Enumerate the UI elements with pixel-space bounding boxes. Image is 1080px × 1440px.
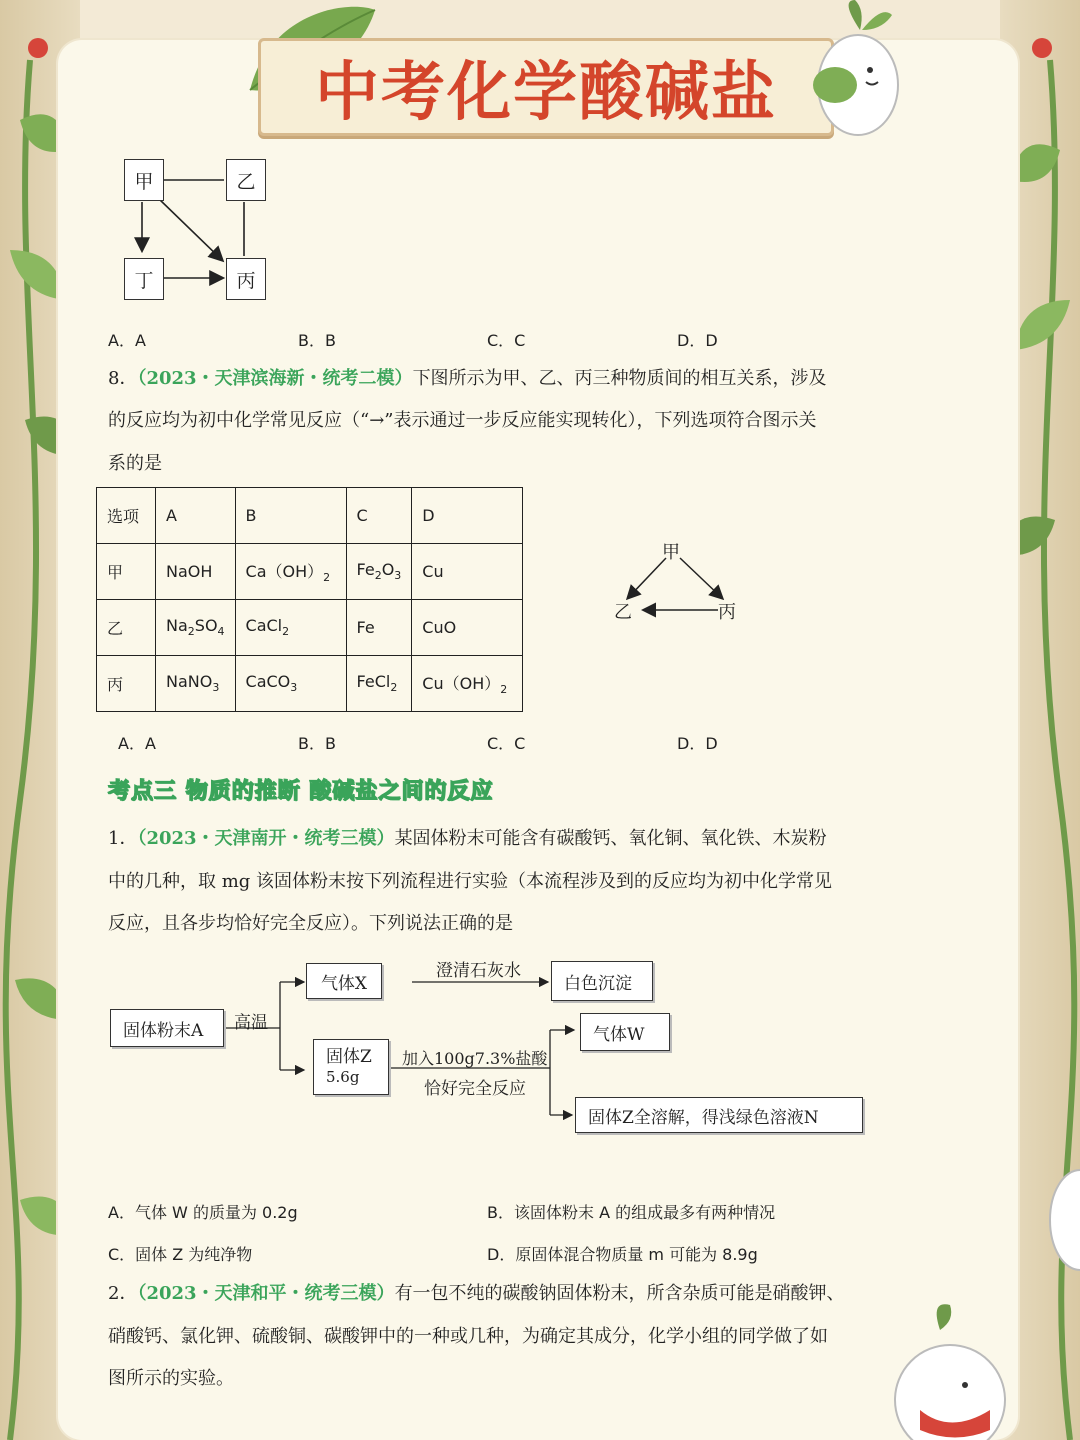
table-cell: $Ca(OH)_2$ bbox=[235, 544, 346, 600]
q2-line2: 硝酸钙、氯化钾、硫酸铜、碳酸钾中的一种或几种，为确定其成分，化学小组的同学做了如 bbox=[108, 1326, 828, 1347]
q7-option-d: D．D bbox=[677, 331, 718, 350]
q8-option-b: B．B bbox=[298, 734, 336, 753]
q8-number: 8． bbox=[108, 368, 138, 389]
table-header-cell: C bbox=[346, 488, 412, 544]
flow-gas-w-box: 气体W bbox=[580, 1013, 670, 1051]
solid-z-mass: 5.6g bbox=[326, 1068, 360, 1086]
flow-white-precipitate-box: 白色沉淀 bbox=[551, 961, 653, 1001]
flow-condition-complete: 恰好完全反应 bbox=[424, 1079, 526, 1099]
q2-source: （2023・天津和平・统考三模） bbox=[137, 1283, 395, 1304]
flow-gas-x-box: 气体X bbox=[306, 963, 382, 999]
q1-line3: 反应，且各步均恰好完全反应）。下列说法正确的是 bbox=[108, 913, 513, 934]
table-cell: NaNO$_3$ bbox=[156, 656, 236, 712]
table-cell: $Fe_2O_3$ bbox=[346, 544, 412, 600]
q2-line3: 图所示的实验。 bbox=[108, 1368, 234, 1389]
table-cell: FeCl$_2$ bbox=[346, 656, 412, 712]
q1-text1: 某固体粉末可能含有碳酸钙、氧化铜、氧化铁、木炭粉 bbox=[394, 828, 827, 849]
table-cell: $Cu(OH)_2$ bbox=[412, 656, 523, 712]
flow-start-box: 固体粉末A bbox=[110, 1009, 224, 1047]
q8-text1: 下图所示为甲、乙、丙三种物质间的相互关系，涉及 bbox=[412, 368, 827, 389]
table-cell: Cu bbox=[412, 544, 523, 600]
q1-line2: 中的几种，取 mg 该固体粉末按下列流程进行实验（本流程涉及到的反应均为初中化学常见 bbox=[108, 871, 833, 892]
table-row bbox=[97, 600, 523, 656]
bottom-mascot-icon bbox=[860, 1300, 1040, 1440]
q2-text1: 有一包不纯的碳酸钠固体粉末，所含杂质可能是硝酸钾、 bbox=[394, 1283, 845, 1304]
table-header-cell: A bbox=[156, 488, 236, 544]
q8-line3: 系的是 bbox=[108, 453, 162, 474]
table-row bbox=[97, 656, 523, 712]
q1-option-b: B．该固体粉末 A 的组成最多有两种情况 bbox=[487, 1203, 776, 1222]
box-bing: 丙 bbox=[226, 258, 266, 300]
table-cell: CaCO$_3$ bbox=[235, 656, 346, 712]
q7-option-b: B．B bbox=[298, 331, 336, 350]
q1-line1 bbox=[108, 818, 827, 860]
q1-option-d: D．原固体混合物质量 m 可能为 8.9g bbox=[487, 1245, 758, 1264]
table-cell: Fe bbox=[346, 600, 412, 656]
q1-number: 1． bbox=[108, 828, 138, 849]
flow-final-box: 固体Z全溶解，得浅绿色溶液N bbox=[575, 1097, 863, 1133]
flow-solid-z-box bbox=[313, 1039, 389, 1095]
q8-options-table bbox=[96, 487, 523, 712]
table-cell: CaCl$_2$ bbox=[235, 600, 346, 656]
table-cell: 丙 bbox=[97, 656, 156, 712]
box-jia: 甲 bbox=[124, 159, 164, 201]
radish-mascot-icon bbox=[800, 0, 910, 150]
q1-option-a: A．气体 W 的质量为 0.2g bbox=[108, 1203, 298, 1222]
q8-option-d: D．D bbox=[677, 734, 718, 753]
table-cell: CuO bbox=[412, 600, 523, 656]
q8-option-a: A．A bbox=[118, 734, 156, 753]
q2-number: 2． bbox=[108, 1283, 138, 1304]
q2-line1 bbox=[108, 1273, 845, 1315]
table-header-cell: B bbox=[235, 488, 346, 544]
triangle-left-label: 乙 bbox=[614, 602, 632, 623]
table-header-cell: D bbox=[412, 488, 523, 544]
table-cell: 乙 bbox=[97, 600, 156, 656]
q1-source: （2023・天津南开・统考三模） bbox=[137, 828, 395, 849]
title-board bbox=[258, 38, 834, 136]
flow-condition-limewater: 澄清石灰水 bbox=[436, 961, 521, 981]
side-mascot-icon bbox=[1040, 1150, 1080, 1290]
section-heading: 考点三 物质的推断 酸碱盐之间的反应 bbox=[108, 779, 494, 804]
page-title: 中考化学酸碱盐 bbox=[315, 56, 777, 130]
q7-option-c: C．C bbox=[487, 331, 526, 350]
flow-condition-high-temp: 高温 bbox=[234, 1013, 268, 1033]
triangle-right-label: 丙 bbox=[718, 602, 736, 623]
table-cell: 甲 bbox=[97, 544, 156, 600]
q8-line2: 的反应均为初中化学常见反应（“→”表示通过一步反应能实现转化），下列选项符合图示关 bbox=[108, 410, 817, 431]
box-ding: 丁 bbox=[124, 258, 164, 300]
table-row bbox=[97, 488, 523, 544]
q8-line1 bbox=[108, 358, 827, 400]
table-cell: NaOH bbox=[156, 544, 236, 600]
solid-z-label: 固体Z bbox=[326, 1047, 372, 1067]
q7-option-a: A．A bbox=[108, 331, 146, 350]
q8-source: （2023・天津滨海新・统考二模） bbox=[137, 368, 413, 389]
triangle-top-label: 甲 bbox=[662, 542, 680, 563]
flow-condition-hcl: 加入100g7.3%盐酸 bbox=[402, 1049, 548, 1068]
table-cell: $Na_2SO_4$ bbox=[156, 600, 236, 656]
table-row bbox=[97, 544, 523, 600]
q8-option-c: C．C bbox=[487, 734, 526, 753]
box-yi: 乙 bbox=[226, 159, 266, 201]
table-header-cell: 选项 bbox=[97, 488, 156, 544]
q1-option-c: C．固体 Z 为纯净物 bbox=[108, 1245, 253, 1264]
